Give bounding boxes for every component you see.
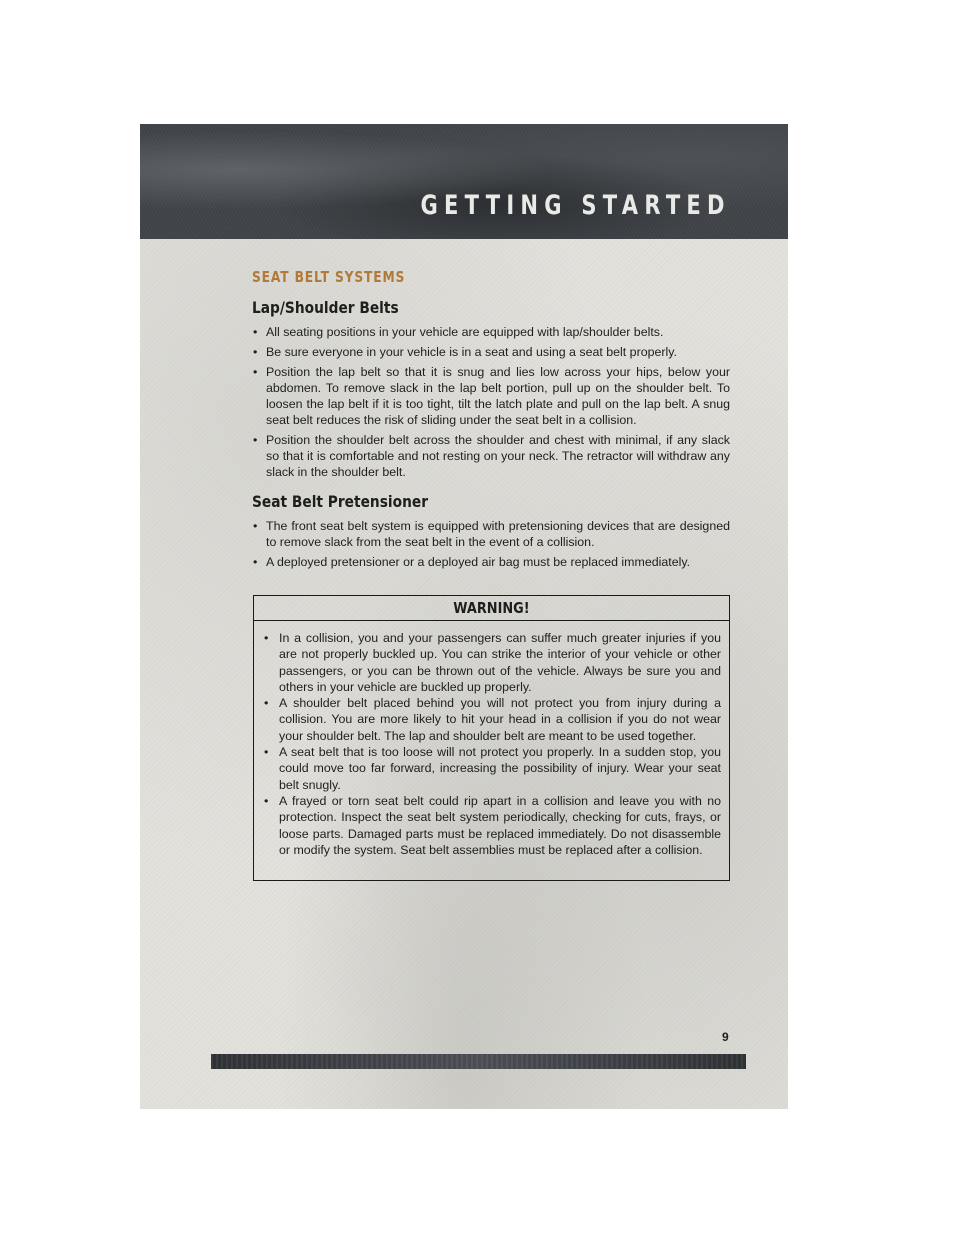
pretensioner-list <box>252 518 730 570</box>
section-title: SEAT BELT SYSTEMS <box>252 268 406 286</box>
warning-item: • A seat belt that is too loose will not protect you properly. In a sudden stop, you could move too far forward, increasing the possibility of injury. Wear your seat belt snugly. <box>262 744 721 793</box>
warning-list <box>254 621 729 858</box>
list-item: • All seating positions in your vehicle are equipped with lap/shoulder belts. <box>252 324 730 340</box>
warning-heading <box>254 596 729 621</box>
warning-box <box>253 595 730 881</box>
footer-band <box>211 1054 746 1069</box>
pretensioner-heading: Seat Belt Pretensioner <box>252 492 428 511</box>
manual-page <box>140 124 788 1109</box>
warning-title: WARNING! <box>453 599 530 617</box>
header-band <box>140 124 788 239</box>
lap-shoulder-heading: Lap/Shoulder Belts <box>252 298 399 317</box>
lap-shoulder-list <box>252 324 730 480</box>
warning-item: • A shoulder belt placed behind you will not protect you from injury during a collision. You are more likely to hit your head in a collision if you do not wear your shoulder belt. The lap and shoulder belt are meant to be used together. <box>262 695 721 744</box>
list-item: • The front seat belt system is equipped with pretensioning devices that are designed to remove slack from the seat belt in the event of a collision. <box>252 518 730 550</box>
list-item: • Be sure everyone in your vehicle is in a seat and using a seat belt properly. <box>252 344 730 360</box>
page-number: 9 <box>722 1030 729 1044</box>
list-item: • A deployed pretensioner or a deployed air bag must be replaced immediately. <box>252 554 730 570</box>
page-content <box>252 267 730 570</box>
chapter-title: GETTING STARTED <box>420 190 731 221</box>
list-item: • Position the lap belt so that it is snug and lies low across your hips, below your abdomen. To remove slack in the lap belt portion, pull up on the shoulder belt. To loosen the lap belt if it is too tight, tilt the latch plate and pull on the lap belt. A snug seat belt reduces the risk of sliding under the seat belt in a collision. <box>252 364 730 428</box>
warning-item: • In a collision, you and your passengers can suffer much greater injuries if you are not properly buckled up. You can strike the interior of your vehicle or other passengers, or you can be thrown out of the vehicle. Always be sure you and others in your vehicle are buckled up properly. <box>262 630 721 695</box>
list-item: • Position the shoulder belt across the shoulder and chest with minimal, if any slack so that it is comfortable and not resting on your neck. The retractor will withdraw any slack in the shoulder belt. <box>252 432 730 480</box>
warning-item: • A frayed or torn seat belt could rip apart in a collision and leave you with no protection. Inspect the seat belt system periodically, checking for cuts, frays, or loose parts. Damaged parts must be replaced immediately. Do not disassemble or modify the system. Seat belt assemblies must be replaced after a collision. <box>262 793 721 858</box>
